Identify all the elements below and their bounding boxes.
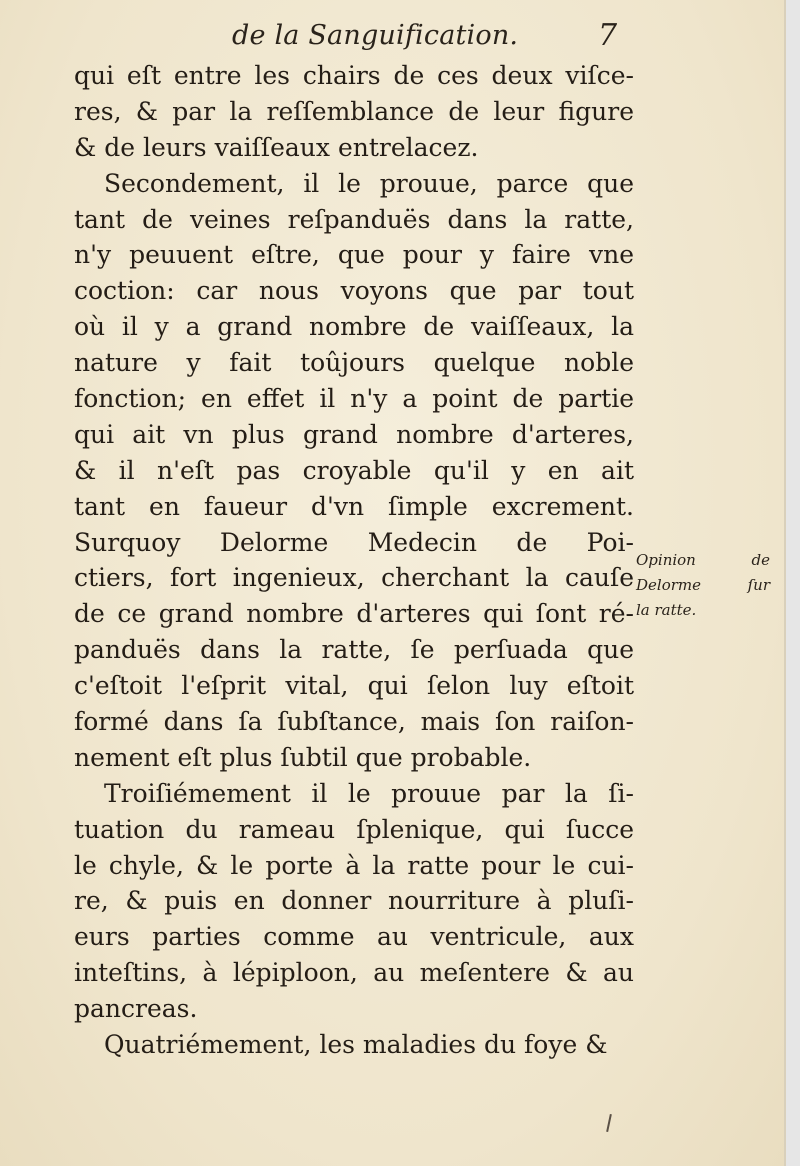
margin-note <box>636 548 770 623</box>
paragraph-start-line: Troiſiémement il le prouue par la ſi- <box>104 778 634 808</box>
text-line: fonction; en effet il n'y a point de partie <box>74 384 634 414</box>
text-line: tant de veines reſpanduës dans la ratte, <box>74 204 634 234</box>
paragraph-start-line: Quatriémement, les maladies du foye & <box>104 1030 608 1060</box>
text-line: c'eſtoit l'eſprit vital, qui ſelon luy eſtoit <box>74 671 634 701</box>
running-head: de la Sanguification. <box>232 20 519 51</box>
text-line: tant en faueur d'vn ſimple excrement. <box>74 491 634 521</box>
text-line: n'y peuuent eſtre, que pour y faire vne <box>74 240 634 270</box>
text-line: inteſtins, à lépiploon, au meſentere & au <box>74 958 634 988</box>
body-text <box>74 58 634 1063</box>
text-line: qui eſt entre les chairs de ces deux viſce- <box>74 61 634 90</box>
text-line: & il n'eſt pas croyable qu'il y en ait <box>74 455 634 485</box>
text-line: pancreas. <box>74 994 198 1024</box>
text-line: coction: car nous voyons que par tout <box>74 276 634 306</box>
margin-note-line: la ratte. <box>636 601 697 619</box>
text-line: res, & par la reſſemblance de leur figure <box>74 96 634 126</box>
text-line: où il y a grand nombre de vaiſſeaux, la <box>74 312 634 342</box>
text-line: de ce grand nombre d'arteres qui ſont ré- <box>74 599 634 629</box>
text-line: le chyle, & le porte à la ratte pour le cui- <box>74 850 634 880</box>
margin-note-line: Delorme ſur <box>636 576 770 594</box>
text-line: re, & puis en donner nourriture à pluſi- <box>74 886 634 916</box>
text-line: qui ait vn plus grand nombre d'arteres, <box>74 419 634 449</box>
page-number: 7 <box>598 18 618 53</box>
text-line: Surquoy Delorme Medecin de Poi- <box>74 527 634 557</box>
text-line: nement eſt plus ſubtil que probable. <box>74 742 532 772</box>
ink-mark <box>606 1114 612 1132</box>
text-line: & de leurs vaiſſeaux entrelacez. <box>74 132 479 162</box>
text-line: eurs parties comme au ventricule, aux <box>74 922 634 952</box>
page-header <box>0 14 784 58</box>
text-line: ctiers, fort ingenieux, cherchant la cauſe <box>74 563 634 593</box>
margin-note-line: Opinion de <box>636 551 770 569</box>
text-line: formé dans ſa ſubſtance, mais ſon raiſon- <box>74 707 634 737</box>
text-line: tuation du rameau ſplenique, qui ſucce <box>74 814 634 844</box>
text-line: panduës dans la ratte, ſe perſuada que <box>74 635 634 665</box>
text-line: nature y fait toûjours quelque noble <box>74 348 634 378</box>
paragraph-start-line: Secondement, il le prouue, parce que <box>104 168 634 198</box>
